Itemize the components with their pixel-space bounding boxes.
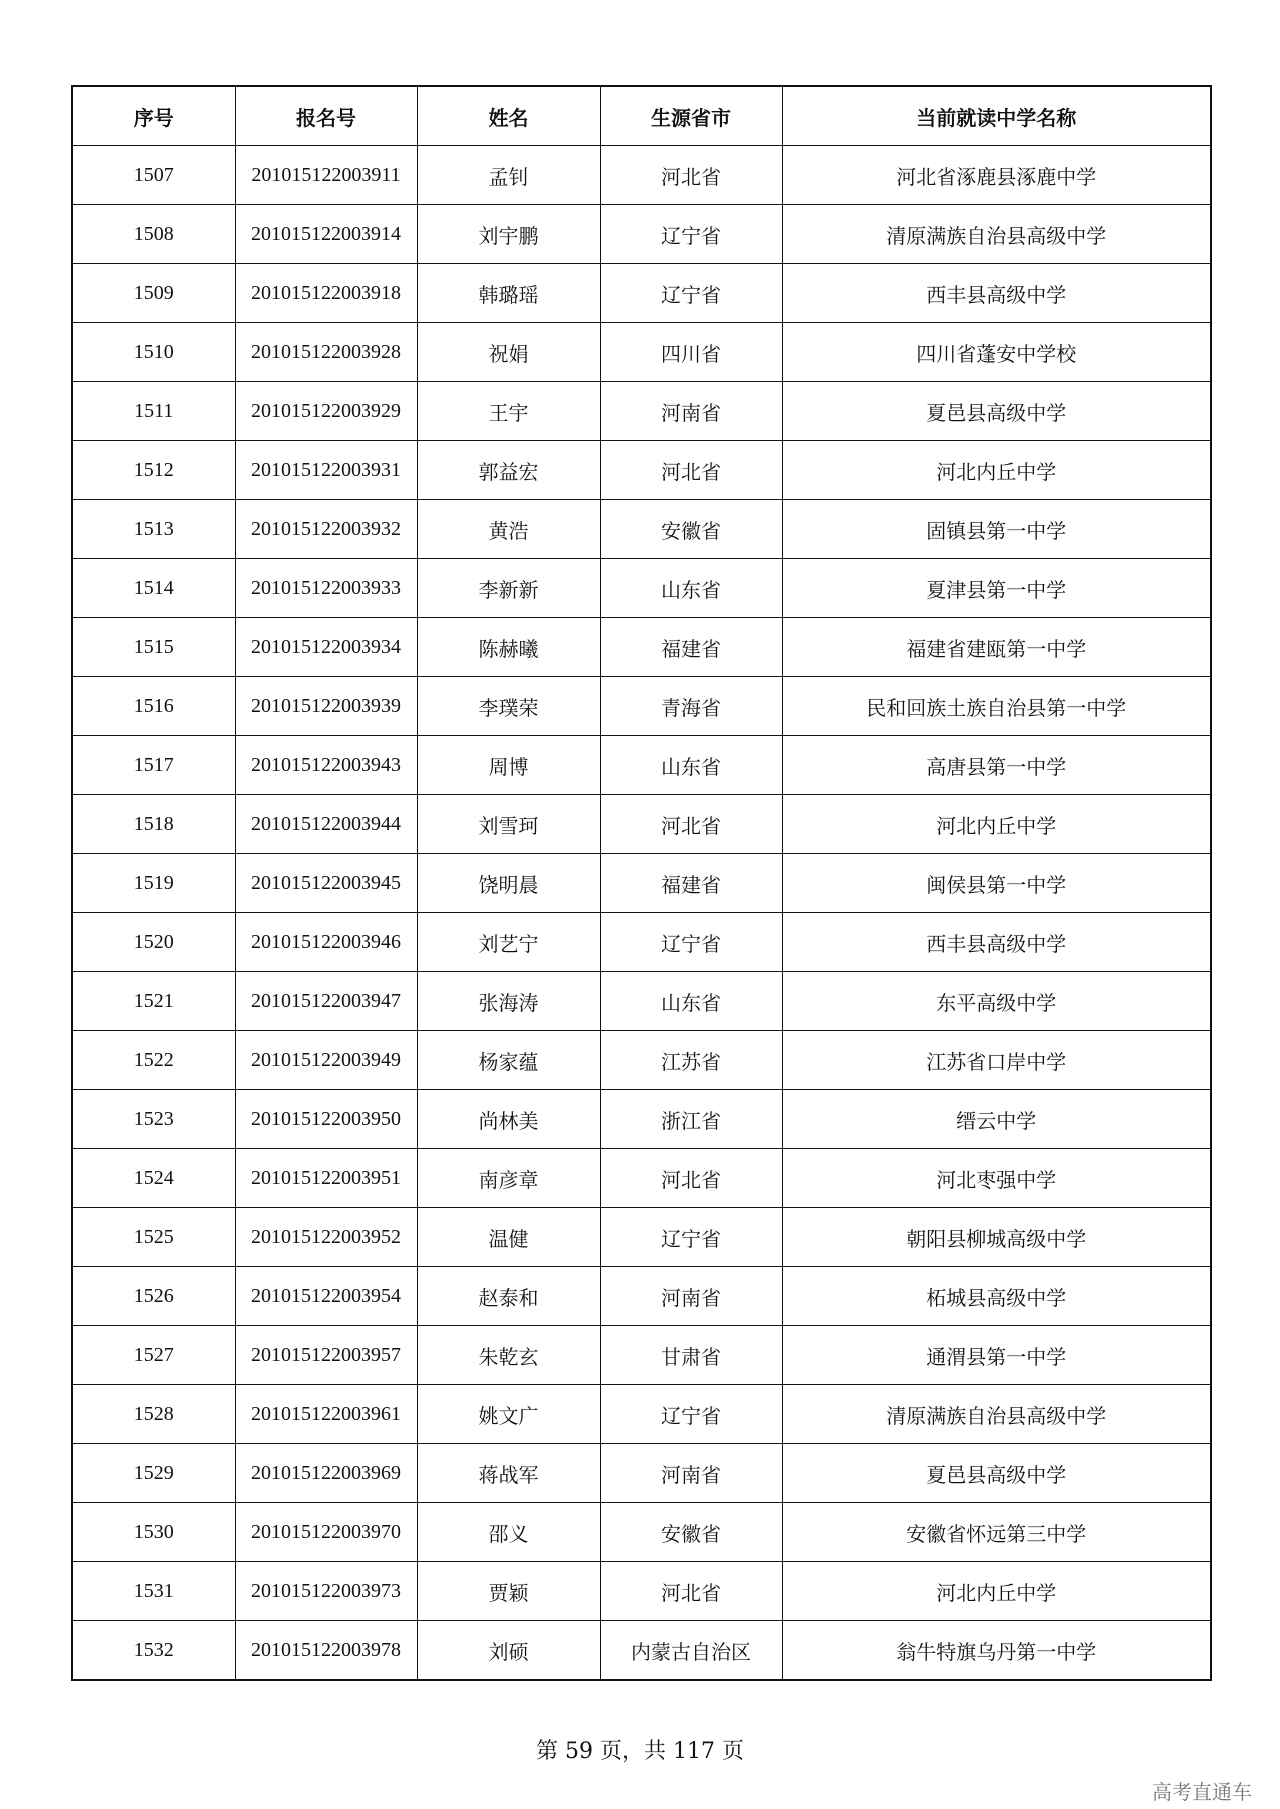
cell-registration-no: 201015122003944 bbox=[235, 795, 417, 854]
cell-province: 浙江省 bbox=[600, 1090, 782, 1149]
cell-province: 青海省 bbox=[600, 677, 782, 736]
cell-registration-no: 201015122003957 bbox=[235, 1326, 417, 1385]
cell-province: 河南省 bbox=[600, 1267, 782, 1326]
cell-serial: 1525 bbox=[72, 1208, 235, 1267]
cell-registration-no: 201015122003954 bbox=[235, 1267, 417, 1326]
cell-registration-no: 201015122003949 bbox=[235, 1031, 417, 1090]
cell-registration-no: 201015122003961 bbox=[235, 1385, 417, 1444]
cell-serial: 1523 bbox=[72, 1090, 235, 1149]
cell-serial: 1527 bbox=[72, 1326, 235, 1385]
cell-serial: 1517 bbox=[72, 736, 235, 795]
cell-province: 江苏省 bbox=[600, 1031, 782, 1090]
cell-name: 邵义 bbox=[417, 1503, 600, 1562]
cell-serial: 1526 bbox=[72, 1267, 235, 1326]
cell-school: 柘城县高级中学 bbox=[782, 1267, 1211, 1326]
cell-province: 辽宁省 bbox=[600, 1208, 782, 1267]
cell-serial: 1519 bbox=[72, 854, 235, 913]
cell-registration-no: 201015122003952 bbox=[235, 1208, 417, 1267]
cell-school: 河北内丘中学 bbox=[782, 1562, 1211, 1621]
cell-province: 山东省 bbox=[600, 559, 782, 618]
cell-registration-no: 201015122003934 bbox=[235, 618, 417, 677]
cell-serial: 1521 bbox=[72, 972, 235, 1031]
cell-registration-no: 201015122003928 bbox=[235, 323, 417, 382]
cell-province: 山东省 bbox=[600, 736, 782, 795]
cell-registration-no: 201015122003918 bbox=[235, 264, 417, 323]
cell-name: 张海涛 bbox=[417, 972, 600, 1031]
table-row bbox=[72, 795, 1211, 854]
cell-school: 夏邑县高级中学 bbox=[782, 382, 1211, 441]
header-row bbox=[72, 86, 1211, 146]
cell-province: 安徽省 bbox=[600, 500, 782, 559]
cell-registration-no: 201015122003950 bbox=[235, 1090, 417, 1149]
cell-school: 西丰县高级中学 bbox=[782, 264, 1211, 323]
cell-province: 内蒙古自治区 bbox=[600, 1621, 782, 1681]
table-row bbox=[72, 1385, 1211, 1444]
table-row bbox=[72, 913, 1211, 972]
cell-province: 河北省 bbox=[600, 441, 782, 500]
cell-province: 河北省 bbox=[600, 1562, 782, 1621]
cell-name: 赵泰和 bbox=[417, 1267, 600, 1326]
cell-school: 朝阳县柳城高级中学 bbox=[782, 1208, 1211, 1267]
cell-province: 河北省 bbox=[600, 795, 782, 854]
cell-name: 周博 bbox=[417, 736, 600, 795]
table-row bbox=[72, 323, 1211, 382]
cell-school: 夏邑县高级中学 bbox=[782, 1444, 1211, 1503]
cell-registration-no: 201015122003914 bbox=[235, 205, 417, 264]
cell-registration-no: 201015122003945 bbox=[235, 854, 417, 913]
cell-serial: 1516 bbox=[72, 677, 235, 736]
cell-registration-no: 201015122003911 bbox=[235, 146, 417, 205]
table-row bbox=[72, 264, 1211, 323]
table-row bbox=[72, 1444, 1211, 1503]
cell-registration-no: 201015122003970 bbox=[235, 1503, 417, 1562]
table-row bbox=[72, 677, 1211, 736]
table-row bbox=[72, 500, 1211, 559]
cell-registration-no: 201015122003929 bbox=[235, 382, 417, 441]
cell-name: 南彦章 bbox=[417, 1149, 600, 1208]
cell-serial: 1528 bbox=[72, 1385, 235, 1444]
cell-registration-no: 201015122003932 bbox=[235, 500, 417, 559]
cell-school: 江苏省口岸中学 bbox=[782, 1031, 1211, 1090]
header-serial: 序号 bbox=[72, 86, 235, 146]
table-row bbox=[72, 1503, 1211, 1562]
table-row bbox=[72, 1149, 1211, 1208]
cell-province: 安徽省 bbox=[600, 1503, 782, 1562]
table-row bbox=[72, 1267, 1211, 1326]
cell-serial: 1531 bbox=[72, 1562, 235, 1621]
cell-province: 辽宁省 bbox=[600, 264, 782, 323]
cell-school: 民和回族土族自治县第一中学 bbox=[782, 677, 1211, 736]
cell-name: 韩璐瑶 bbox=[417, 264, 600, 323]
cell-name: 刘艺宁 bbox=[417, 913, 600, 972]
cell-name: 朱乾玄 bbox=[417, 1326, 600, 1385]
table-header bbox=[72, 86, 1211, 146]
cell-name: 刘雪珂 bbox=[417, 795, 600, 854]
cell-serial: 1507 bbox=[72, 146, 235, 205]
cell-name: 刘硕 bbox=[417, 1621, 600, 1681]
cell-school: 闽侯县第一中学 bbox=[782, 854, 1211, 913]
table-row bbox=[72, 1621, 1211, 1681]
table-row bbox=[72, 972, 1211, 1031]
cell-school: 河北枣强中学 bbox=[782, 1149, 1211, 1208]
cell-school: 清原满族自治县高级中学 bbox=[782, 1385, 1211, 1444]
cell-serial: 1529 bbox=[72, 1444, 235, 1503]
admission-list-table bbox=[71, 85, 1212, 1681]
cell-name: 蒋战军 bbox=[417, 1444, 600, 1503]
header-province: 生源省市 bbox=[600, 86, 782, 146]
cell-province: 河南省 bbox=[600, 1444, 782, 1503]
cell-school: 翁牛特旗乌丹第一中学 bbox=[782, 1621, 1211, 1681]
cell-serial: 1513 bbox=[72, 500, 235, 559]
cell-school: 四川省蓬安中学校 bbox=[782, 323, 1211, 382]
cell-school: 缙云中学 bbox=[782, 1090, 1211, 1149]
cell-province: 四川省 bbox=[600, 323, 782, 382]
cell-province: 河北省 bbox=[600, 146, 782, 205]
cell-registration-no: 201015122003943 bbox=[235, 736, 417, 795]
cell-name: 姚文广 bbox=[417, 1385, 600, 1444]
cell-serial: 1508 bbox=[72, 205, 235, 264]
cell-province: 山东省 bbox=[600, 972, 782, 1031]
cell-name: 杨家蕴 bbox=[417, 1031, 600, 1090]
cell-registration-no: 201015122003947 bbox=[235, 972, 417, 1031]
table-row bbox=[72, 1031, 1211, 1090]
cell-serial: 1522 bbox=[72, 1031, 235, 1090]
cell-name: 尚林美 bbox=[417, 1090, 600, 1149]
header-name: 姓名 bbox=[417, 86, 600, 146]
watermark: 高考直通车 bbox=[1152, 1780, 1252, 1804]
cell-school: 河北内丘中学 bbox=[782, 795, 1211, 854]
table-row bbox=[72, 146, 1211, 205]
cell-name: 祝娟 bbox=[417, 323, 600, 382]
cell-serial: 1524 bbox=[72, 1149, 235, 1208]
cell-serial: 1512 bbox=[72, 441, 235, 500]
table-row bbox=[72, 1326, 1211, 1385]
cell-registration-no: 201015122003978 bbox=[235, 1621, 417, 1681]
table-row bbox=[72, 441, 1211, 500]
cell-serial: 1509 bbox=[72, 264, 235, 323]
cell-registration-no: 201015122003969 bbox=[235, 1444, 417, 1503]
cell-name: 李璞荣 bbox=[417, 677, 600, 736]
cell-province: 甘肃省 bbox=[600, 1326, 782, 1385]
table-row bbox=[72, 1562, 1211, 1621]
table-row bbox=[72, 854, 1211, 913]
page-number: 第 59 页，共 117 页 bbox=[536, 1739, 744, 1764]
cell-serial: 1514 bbox=[72, 559, 235, 618]
cell-school: 福建省建瓯第一中学 bbox=[782, 618, 1211, 677]
cell-school: 安徽省怀远第三中学 bbox=[782, 1503, 1211, 1562]
cell-registration-no: 201015122003933 bbox=[235, 559, 417, 618]
table-row bbox=[72, 1208, 1211, 1267]
cell-name: 李新新 bbox=[417, 559, 600, 618]
cell-school: 西丰县高级中学 bbox=[782, 913, 1211, 972]
cell-school: 东平高级中学 bbox=[782, 972, 1211, 1031]
cell-name: 饶明晨 bbox=[417, 854, 600, 913]
cell-province: 福建省 bbox=[600, 854, 782, 913]
table-row bbox=[72, 205, 1211, 264]
cell-registration-no: 201015122003951 bbox=[235, 1149, 417, 1208]
cell-name: 郭益宏 bbox=[417, 441, 600, 500]
cell-serial: 1530 bbox=[72, 1503, 235, 1562]
table-row bbox=[72, 382, 1211, 441]
cell-province: 辽宁省 bbox=[600, 913, 782, 972]
cell-registration-no: 201015122003939 bbox=[235, 677, 417, 736]
cell-school: 河北内丘中学 bbox=[782, 441, 1211, 500]
cell-name: 陈赫曦 bbox=[417, 618, 600, 677]
cell-registration-no: 201015122003973 bbox=[235, 1562, 417, 1621]
cell-name: 王宇 bbox=[417, 382, 600, 441]
cell-school: 通渭县第一中学 bbox=[782, 1326, 1211, 1385]
cell-school: 夏津县第一中学 bbox=[782, 559, 1211, 618]
cell-name: 孟钊 bbox=[417, 146, 600, 205]
table-row bbox=[72, 618, 1211, 677]
cell-serial: 1532 bbox=[72, 1621, 235, 1681]
cell-name: 贾颖 bbox=[417, 1562, 600, 1621]
cell-province: 福建省 bbox=[600, 618, 782, 677]
cell-province: 河南省 bbox=[600, 382, 782, 441]
cell-province: 河北省 bbox=[600, 1149, 782, 1208]
cell-name: 温健 bbox=[417, 1208, 600, 1267]
cell-serial: 1518 bbox=[72, 795, 235, 854]
cell-registration-no: 201015122003946 bbox=[235, 913, 417, 972]
cell-serial: 1515 bbox=[72, 618, 235, 677]
cell-school: 固镇县第一中学 bbox=[782, 500, 1211, 559]
table-row bbox=[72, 736, 1211, 795]
header-registration-no: 报名号 bbox=[235, 86, 417, 146]
cell-school: 高唐县第一中学 bbox=[782, 736, 1211, 795]
cell-registration-no: 201015122003931 bbox=[235, 441, 417, 500]
cell-serial: 1511 bbox=[72, 382, 235, 441]
cell-school: 清原满族自治县高级中学 bbox=[782, 205, 1211, 264]
cell-serial: 1510 bbox=[72, 323, 235, 382]
cell-school: 河北省涿鹿县涿鹿中学 bbox=[782, 146, 1211, 205]
cell-name: 刘宇鹏 bbox=[417, 205, 600, 264]
cell-name: 黄浩 bbox=[417, 500, 600, 559]
cell-serial: 1520 bbox=[72, 913, 235, 972]
cell-province: 辽宁省 bbox=[600, 1385, 782, 1444]
table-row bbox=[72, 1090, 1211, 1149]
cell-province: 辽宁省 bbox=[600, 205, 782, 264]
header-school: 当前就读中学名称 bbox=[782, 86, 1211, 146]
table-row bbox=[72, 559, 1211, 618]
table-body bbox=[72, 146, 1211, 1681]
